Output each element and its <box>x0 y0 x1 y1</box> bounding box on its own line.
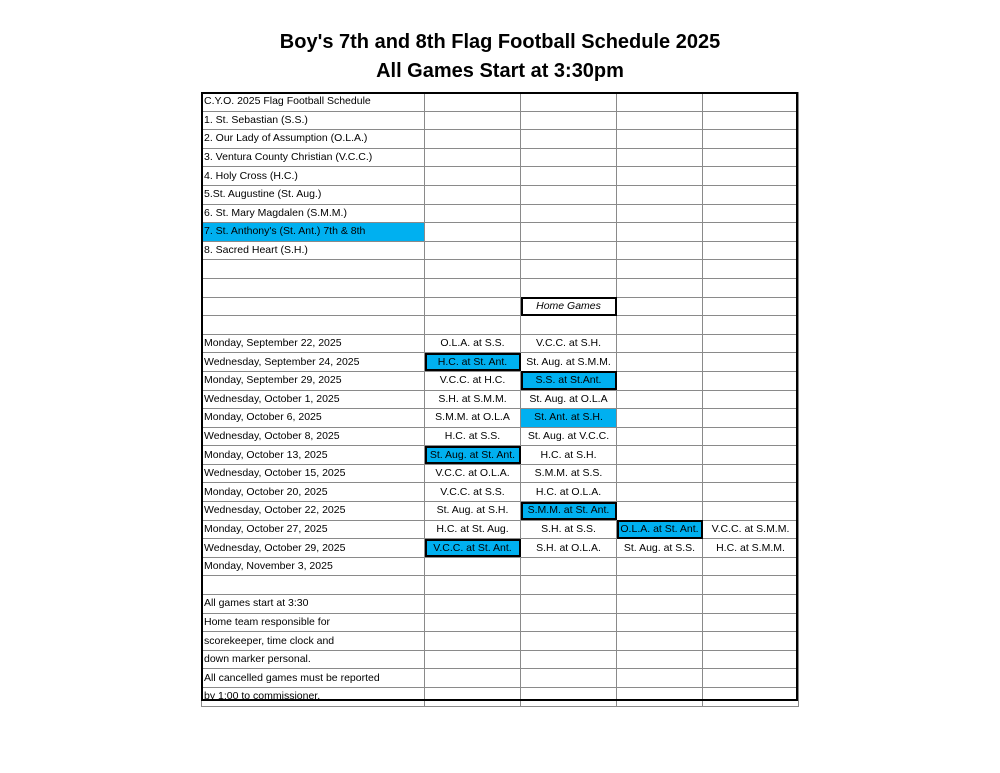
game-cell <box>703 669 799 688</box>
game-cell <box>521 613 617 632</box>
game-cell: V.C.C. at O.L.A. <box>425 464 521 483</box>
page-subtitle: All Games Start at 3:30pm <box>376 60 624 82</box>
game-cell <box>425 688 521 707</box>
game-cell <box>703 650 799 669</box>
game-cell <box>521 316 617 335</box>
table-row <box>202 93 799 112</box>
game-cell <box>703 557 799 576</box>
game-cell <box>425 130 521 149</box>
game-cell <box>703 167 799 186</box>
game-cell <box>617 502 703 521</box>
game-cell: St. Aug. at S.H. <box>425 502 521 521</box>
game-cell <box>425 148 521 167</box>
game-cell <box>703 334 799 353</box>
table-row <box>202 576 799 595</box>
game-cell <box>521 111 617 130</box>
game-cell <box>521 241 617 260</box>
row-label-cell: Monday, November 3, 2025 <box>202 557 425 576</box>
game-cell <box>425 650 521 669</box>
game-cell <box>521 632 617 651</box>
row-label-cell: Monday, October 6, 2025 <box>202 409 425 428</box>
game-cell <box>703 297 799 316</box>
game-cell <box>703 409 799 428</box>
game-cell: S.M.M. at St. Ant. <box>521 502 617 521</box>
game-cell <box>617 148 703 167</box>
game-cell <box>425 93 521 112</box>
game-cell <box>617 390 703 409</box>
row-label-cell: by 1:00 to commissioner. <box>202 688 425 707</box>
game-cell <box>703 483 799 502</box>
game-cell <box>617 93 703 112</box>
game-cell <box>617 427 703 446</box>
row-label-cell: 6. St. Mary Magdalen (S.M.M.) <box>202 204 425 223</box>
game-cell: St. Ant. at S.H. <box>521 409 617 428</box>
game-cell <box>425 557 521 576</box>
table-row <box>202 111 799 130</box>
game-cell <box>617 278 703 297</box>
game-cell <box>703 93 799 112</box>
table-row <box>202 613 799 632</box>
game-cell: V.C.C. at H.C. <box>425 371 521 390</box>
game-cell: Home Games <box>521 297 617 316</box>
game-cell <box>617 185 703 204</box>
table-row <box>202 297 799 316</box>
table-row <box>202 130 799 149</box>
table-row <box>202 557 799 576</box>
game-cell: S.H. at O.L.A. <box>521 539 617 558</box>
row-label-cell: Monday, October 27, 2025 <box>202 520 425 539</box>
game-cell <box>425 595 521 614</box>
game-cell <box>425 278 521 297</box>
game-cell <box>703 353 799 372</box>
game-cell: H.C. at St. Aug. <box>425 520 521 539</box>
game-cell <box>617 557 703 576</box>
game-cell <box>425 613 521 632</box>
table-row <box>202 464 799 483</box>
game-cell <box>703 427 799 446</box>
row-label-cell <box>202 278 425 297</box>
game-cell <box>703 390 799 409</box>
game-cell: St. Aug. at St. Ant. <box>425 446 521 465</box>
game-cell <box>521 688 617 707</box>
game-cell: St. Aug. at V.C.C. <box>521 427 617 446</box>
game-cell: H.C. at S.H. <box>521 446 617 465</box>
game-cell <box>425 204 521 223</box>
game-cell <box>521 185 617 204</box>
game-cell: O.L.A. at S.S. <box>425 334 521 353</box>
game-cell <box>521 167 617 186</box>
game-cell: St. Aug. at S.M.M. <box>521 353 617 372</box>
game-cell <box>703 502 799 521</box>
table-row <box>202 371 799 390</box>
row-label-cell: 2. Our Lady of Assumption (O.L.A.) <box>202 130 425 149</box>
table-row <box>202 446 799 465</box>
row-label-cell: scorekeeper, time clock and <box>202 632 425 651</box>
table-row <box>202 595 799 614</box>
game-cell: H.C. at St. Ant. <box>425 353 521 372</box>
row-label-cell: All cancelled games must be reported <box>202 669 425 688</box>
table-row <box>202 502 799 521</box>
row-label-cell: All games start at 3:30 <box>202 595 425 614</box>
game-cell <box>521 148 617 167</box>
game-cell <box>703 223 799 242</box>
schedule-table <box>201 92 799 707</box>
game-cell <box>617 371 703 390</box>
game-cell <box>617 297 703 316</box>
game-cell: V.C.C. at S.H. <box>521 334 617 353</box>
table-row <box>202 650 799 669</box>
row-label-cell: 5.St. Augustine (St. Aug.) <box>202 185 425 204</box>
game-cell <box>521 223 617 242</box>
table-row <box>202 632 799 651</box>
game-cell: S.H. at S.S. <box>521 520 617 539</box>
row-label-cell: C.Y.O. 2025 Flag Football Schedule <box>202 93 425 112</box>
row-label-cell: 4. Holy Cross (H.C.) <box>202 167 425 186</box>
game-cell <box>425 223 521 242</box>
game-cell <box>617 316 703 335</box>
game-cell <box>617 130 703 149</box>
game-cell <box>703 688 799 707</box>
table-row <box>202 669 799 688</box>
game-cell <box>617 204 703 223</box>
game-cell <box>617 669 703 688</box>
game-cell <box>425 297 521 316</box>
game-cell <box>617 464 703 483</box>
game-cell: V.C.C. at S.S. <box>425 483 521 502</box>
game-cell <box>617 223 703 242</box>
game-cell <box>617 613 703 632</box>
game-cell: St. Aug. at O.L.A <box>521 390 617 409</box>
game-cell <box>521 595 617 614</box>
row-label-cell: Wednesday, September 24, 2025 <box>202 353 425 372</box>
game-cell <box>703 446 799 465</box>
table-row <box>202 520 799 539</box>
row-label-cell <box>202 297 425 316</box>
table-row <box>202 204 799 223</box>
game-cell: S.S. at St.Ant. <box>521 371 617 390</box>
game-cell <box>425 241 521 260</box>
row-label-cell: Monday, October 20, 2025 <box>202 483 425 502</box>
game-cell <box>703 371 799 390</box>
game-cell <box>703 130 799 149</box>
game-cell <box>703 278 799 297</box>
row-label-cell <box>202 260 425 279</box>
game-cell <box>521 557 617 576</box>
row-label-cell <box>202 576 425 595</box>
game-cell: O.L.A. at St. Ant. <box>617 520 703 539</box>
table-row <box>202 241 799 260</box>
row-label-cell: Monday, September 22, 2025 <box>202 334 425 353</box>
table-row <box>202 688 799 707</box>
table-row <box>202 427 799 446</box>
game-cell <box>617 595 703 614</box>
row-label-cell: 3. Ventura County Christian (V.C.C.) <box>202 148 425 167</box>
game-cell <box>617 688 703 707</box>
table-row <box>202 278 799 297</box>
game-cell <box>617 409 703 428</box>
game-cell <box>703 595 799 614</box>
game-cell <box>521 669 617 688</box>
game-cell <box>521 576 617 595</box>
game-cell <box>425 669 521 688</box>
row-label-cell: 1. St. Sebastian (S.S.) <box>202 111 425 130</box>
game-cell <box>703 204 799 223</box>
row-label-cell: Wednesday, October 8, 2025 <box>202 427 425 446</box>
row-label-cell: Wednesday, October 15, 2025 <box>202 464 425 483</box>
game-cell <box>703 260 799 279</box>
table-row <box>202 223 799 242</box>
game-cell <box>521 650 617 669</box>
page-title: Boy's 7th and 8th Flag Football Schedule 2025 <box>279 31 721 53</box>
game-cell <box>703 632 799 651</box>
game-cell <box>703 613 799 632</box>
game-cell: St. Aug. at S.S. <box>617 539 703 558</box>
game-cell: S.H. at S.M.M. <box>425 390 521 409</box>
game-cell <box>703 576 799 595</box>
game-cell <box>425 632 521 651</box>
game-cell <box>703 185 799 204</box>
game-cell <box>521 278 617 297</box>
row-label-cell: Wednesday, October 1, 2025 <box>202 390 425 409</box>
game-cell <box>521 260 617 279</box>
game-cell: S.M.M. at S.S. <box>521 464 617 483</box>
game-cell <box>617 353 703 372</box>
table-row <box>202 539 799 558</box>
game-cell <box>617 334 703 353</box>
row-label-cell: Monday, September 29, 2025 <box>202 371 425 390</box>
table-row <box>202 185 799 204</box>
game-cell <box>703 241 799 260</box>
game-cell <box>703 148 799 167</box>
row-label-cell: Home team responsible for <box>202 613 425 632</box>
table-row <box>202 390 799 409</box>
game-cell <box>703 316 799 335</box>
table-row <box>202 167 799 186</box>
game-cell <box>617 167 703 186</box>
table-row <box>202 148 799 167</box>
row-label-cell: down marker personal. <box>202 650 425 669</box>
game-cell <box>703 464 799 483</box>
game-cell <box>703 111 799 130</box>
game-cell <box>617 483 703 502</box>
game-cell <box>617 632 703 651</box>
row-label-cell: Monday, October 13, 2025 <box>202 446 425 465</box>
game-cell: H.C. at S.M.M. <box>703 539 799 558</box>
row-label-cell: Wednesday, October 22, 2025 <box>202 502 425 521</box>
game-cell <box>617 576 703 595</box>
game-cell <box>521 130 617 149</box>
game-cell: S.M.M. at O.L.A <box>425 409 521 428</box>
table-row <box>202 483 799 502</box>
table-row <box>202 353 799 372</box>
table-row <box>202 316 799 335</box>
game-cell <box>425 576 521 595</box>
game-cell: V.C.C. at St. Ant. <box>425 539 521 558</box>
game-cell <box>617 241 703 260</box>
row-label-cell: Wednesday, October 29, 2025 <box>202 539 425 558</box>
game-cell <box>617 111 703 130</box>
game-cell <box>425 260 521 279</box>
table-row <box>202 409 799 428</box>
row-label-cell: 7. St. Anthony's (St. Ant.) 7th & 8th <box>202 223 425 242</box>
row-label-cell <box>202 316 425 335</box>
game-cell: H.C. at O.L.A. <box>521 483 617 502</box>
table-row <box>202 334 799 353</box>
game-cell <box>425 111 521 130</box>
row-label-cell: 8. Sacred Heart (S.H.) <box>202 241 425 260</box>
game-cell <box>617 650 703 669</box>
game-cell <box>425 316 521 335</box>
game-cell <box>617 446 703 465</box>
game-cell: H.C. at S.S. <box>425 427 521 446</box>
game-cell <box>617 260 703 279</box>
game-cell <box>425 185 521 204</box>
schedule-body <box>202 93 799 707</box>
table-row <box>202 260 799 279</box>
game-cell <box>521 204 617 223</box>
game-cell: V.C.C. at S.M.M. <box>703 520 799 539</box>
game-cell <box>425 167 521 186</box>
game-cell <box>521 93 617 112</box>
